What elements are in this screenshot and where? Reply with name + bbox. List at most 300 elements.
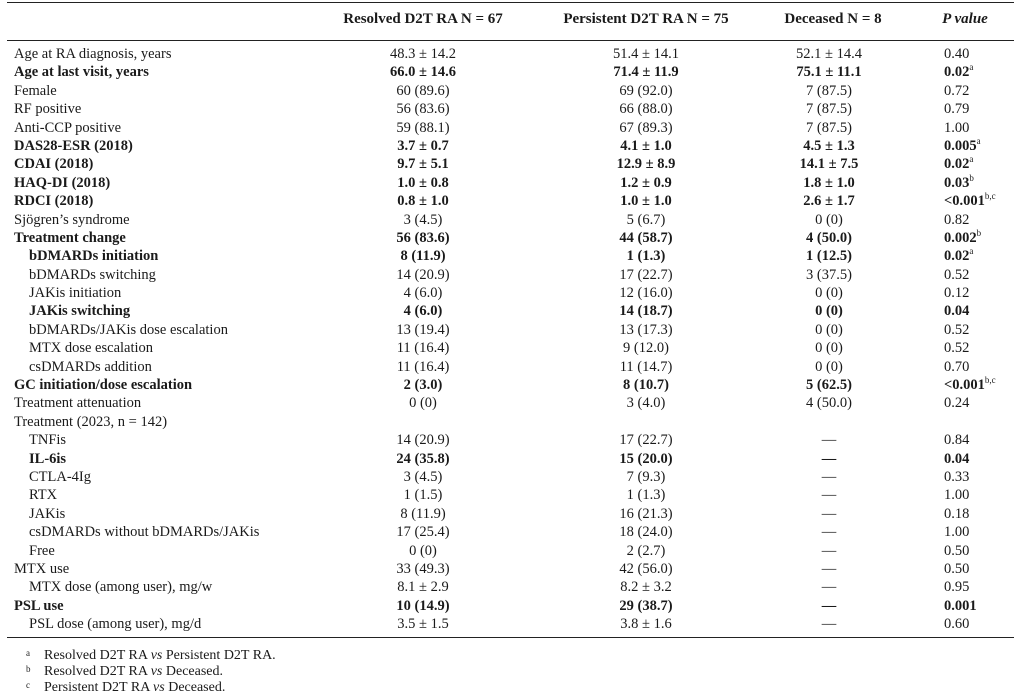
table-row — [0, 266, 1021, 284]
value-resolved-text: 2 (3.0) — [403, 377, 443, 394]
row-label — [29, 302, 130, 320]
row-label-text: RDCI (2018) — [14, 193, 94, 210]
value-p-text: 0.70 — [944, 358, 970, 375]
row-label-text: bDMARDs/JAKis dose escalation — [29, 321, 228, 338]
value-p-text: 0.03 — [944, 174, 970, 191]
value-persistent — [619, 321, 672, 339]
footnote-group-a: Resolved D2T RA — [44, 664, 148, 679]
row-label-text: bDMARDs switching — [29, 266, 156, 283]
header-deceased: Deceased N = 8 — [784, 11, 882, 27]
value-resolved — [397, 578, 448, 596]
value-deceased-text: — — [821, 450, 837, 467]
value-persistent-text: 71.4 ± 11.9 — [613, 64, 679, 81]
value-persistent — [620, 192, 671, 210]
value-p — [944, 63, 973, 81]
row-label — [14, 413, 167, 431]
value-resolved — [396, 431, 449, 449]
value-deceased-text: 3 (37.5) — [806, 266, 852, 283]
value-resolved-text: 3 (4.5) — [403, 211, 443, 228]
value-deceased-text: 0 (0) — [815, 321, 843, 338]
table-body — [0, 45, 1021, 634]
row-label — [29, 431, 66, 449]
value-resolved — [396, 119, 449, 137]
row-label — [29, 450, 66, 468]
value-p — [944, 119, 969, 137]
row-label-text: PSL dose (among user), mg/d — [29, 616, 202, 633]
value-p — [944, 229, 981, 247]
value-deceased-text: — — [821, 597, 837, 614]
table-row — [0, 413, 1021, 431]
value-deceased-text: 2.6 ± 1.7 — [803, 193, 855, 210]
value-deceased-text: 1 (12.5) — [806, 248, 852, 265]
value-persistent-text: 3 (4.0) — [626, 395, 666, 412]
value-persistent-text: 17 (22.7) — [619, 266, 673, 283]
value-persistent — [627, 211, 666, 229]
value-persistent — [623, 339, 669, 357]
table-row — [0, 376, 1021, 394]
value-persistent — [627, 486, 666, 504]
value-p — [944, 155, 973, 173]
value-persistent — [620, 174, 671, 192]
table-row — [0, 486, 1021, 504]
table-row — [0, 284, 1021, 302]
row-label-text: JAKis — [29, 505, 66, 522]
row-label — [14, 45, 171, 63]
value-persistent — [627, 542, 666, 560]
value-p — [944, 302, 969, 320]
footnote-marker: a — [969, 62, 974, 73]
value-p — [944, 211, 969, 229]
value-p-text: 0.95 — [944, 579, 970, 596]
value-resolved-text: 11 (16.4) — [396, 340, 450, 357]
value-resolved-text: 59 (88.1) — [396, 119, 450, 136]
row-label — [14, 137, 133, 155]
value-p — [944, 615, 969, 633]
row-label-text: bDMARDs initiation — [29, 248, 159, 265]
value-resolved-text: 60 (89.6) — [396, 82, 450, 99]
value-deceased — [815, 358, 843, 376]
value-persistent-text: 9 (12.0) — [623, 340, 669, 357]
table-row — [0, 358, 1021, 376]
value-p — [944, 45, 969, 63]
value-persistent-text: 1 (1.3) — [626, 487, 666, 504]
value-resolved-text: 8 (11.9) — [400, 248, 446, 265]
value-p-text: 0.005 — [944, 137, 977, 154]
value-deceased-text: — — [821, 468, 837, 485]
value-resolved-text: 14 (20.9) — [396, 266, 450, 283]
value-p — [944, 376, 996, 394]
value-persistent — [619, 100, 672, 118]
value-resolved — [396, 100, 449, 118]
value-p-text: 0.52 — [944, 266, 970, 283]
value-resolved — [396, 321, 449, 339]
row-label — [29, 505, 65, 523]
value-resolved-text: 14 (20.9) — [396, 432, 450, 449]
value-resolved — [397, 155, 448, 173]
value-p — [944, 560, 969, 578]
row-label — [14, 211, 130, 229]
value-persistent — [619, 266, 672, 284]
value-p — [944, 174, 974, 192]
value-deceased-text: 0 (0) — [815, 285, 843, 302]
value-p — [944, 339, 969, 357]
row-label-text: GC initiation/dose escalation — [14, 377, 193, 394]
value-deceased-text: 0 (0) — [815, 358, 843, 375]
value-resolved-text: 0.8 ± 1.0 — [397, 193, 449, 210]
footnote-mark: a — [26, 648, 30, 658]
value-deceased — [822, 597, 837, 615]
value-resolved-text: 0 (0) — [409, 542, 437, 559]
row-label-text: Free — [29, 542, 55, 559]
value-resolved-text: 4 (6.0) — [403, 285, 443, 302]
value-deceased — [822, 468, 837, 486]
table-row — [0, 542, 1021, 560]
row-label — [14, 192, 93, 210]
value-deceased — [806, 82, 852, 100]
footnote-vs: vs — [153, 680, 165, 695]
value-deceased-text: 7 (87.5) — [806, 101, 852, 118]
value-resolved — [404, 468, 443, 486]
value-deceased — [803, 137, 854, 155]
table-row — [0, 450, 1021, 468]
value-persistent-text: 18 (24.0) — [619, 524, 673, 541]
value-persistent-text: 3.8 ± 1.6 — [620, 616, 672, 633]
value-p-text: 0.001 — [944, 597, 977, 614]
row-label-text: TNFis — [29, 432, 67, 449]
value-persistent-text: 4.1 ± 1.0 — [620, 137, 672, 154]
table-row — [0, 155, 1021, 173]
value-persistent-text: 1 (1.3) — [626, 248, 666, 265]
table-row — [0, 394, 1021, 412]
table-row — [0, 615, 1021, 633]
row-label-text: Age at RA diagnosis, years — [14, 46, 172, 62]
value-p-text: 0.50 — [944, 560, 970, 577]
table-row — [0, 523, 1021, 541]
row-label-text: Sjögren’s syndrome — [14, 211, 130, 228]
value-p-text: 0.33 — [944, 468, 970, 485]
row-label-text: JAKis initiation — [29, 285, 122, 302]
value-persistent-text: 2 (2.7) — [626, 542, 666, 559]
value-resolved-text: 56 (83.6) — [396, 101, 450, 118]
value-deceased — [822, 578, 837, 596]
value-deceased — [796, 63, 861, 81]
value-persistent — [619, 229, 672, 247]
header-persistent: Persistent D2T RA N = 75 — [563, 11, 729, 27]
value-p — [944, 82, 969, 100]
value-p-text: 0.60 — [944, 616, 970, 633]
value-resolved — [409, 542, 437, 560]
value-p — [944, 597, 977, 615]
value-p — [944, 284, 969, 302]
row-label — [14, 63, 149, 81]
value-deceased — [803, 174, 854, 192]
value-deceased-text: 1.8 ± 1.0 — [803, 174, 855, 191]
value-p-text: 0.82 — [944, 211, 970, 228]
row-label — [14, 376, 192, 394]
row-label — [14, 174, 110, 192]
value-persistent-text: 66 (88.0) — [619, 101, 673, 118]
value-deceased — [815, 302, 843, 320]
table-row — [0, 247, 1021, 265]
row-label-text: csDMARDs without bDMARDs/JAKis — [29, 524, 260, 541]
value-p-text: 0.02 — [944, 64, 970, 81]
row-label — [29, 523, 259, 541]
value-deceased-text: — — [821, 616, 837, 633]
value-resolved-text: 9.7 ± 5.1 — [397, 156, 449, 173]
value-persistent-text: 8.2 ± 3.2 — [620, 579, 672, 596]
row-label — [29, 486, 57, 504]
row-label-text: Treatment attenuation — [14, 395, 142, 412]
table-row — [0, 45, 1021, 63]
value-resolved — [396, 560, 449, 578]
row-label-text: IL-6is — [29, 450, 67, 467]
row-label-text: DAS28-ESR (2018) — [14, 137, 133, 154]
value-persistent — [623, 376, 669, 394]
footnote-group-b: Persistent D2T RA. — [165, 648, 276, 663]
value-persistent — [619, 284, 672, 302]
value-deceased — [815, 284, 843, 302]
row-label — [14, 229, 126, 247]
value-resolved — [404, 302, 443, 320]
value-resolved-text: 10 (14.9) — [396, 597, 450, 614]
footnote-group-a: Persistent D2T RA — [44, 680, 150, 695]
value-deceased-text: — — [821, 505, 837, 522]
header-p-value: P value — [942, 11, 988, 27]
row-label-text: Treatment (2023, n = 142) — [14, 413, 168, 430]
value-resolved-text: 4 (6.0) — [403, 303, 443, 320]
value-resolved-text: 13 (19.4) — [396, 321, 450, 338]
value-deceased-text: 52.1 ± 14.4 — [796, 46, 862, 62]
row-label-text: csDMARDs addition — [29, 358, 152, 375]
value-deceased-text: 4.5 ± 1.3 — [803, 137, 855, 154]
footnote-mark: c — [26, 680, 30, 690]
value-p — [944, 542, 969, 560]
footnote-marker: a — [969, 246, 974, 257]
row-label-text: JAKis switching — [29, 303, 131, 320]
row-label — [29, 266, 156, 284]
value-persistent — [627, 247, 666, 265]
value-deceased-text: 7 (87.5) — [806, 82, 852, 99]
value-resolved — [400, 247, 445, 265]
value-p — [944, 578, 969, 596]
value-resolved — [404, 376, 443, 394]
footnote-marker: b,c — [984, 191, 996, 202]
table-row — [0, 174, 1021, 192]
value-resolved-text: 3.5 ± 1.5 — [397, 616, 449, 633]
row-label — [14, 100, 81, 118]
value-persistent-text: 12 (16.0) — [619, 285, 673, 302]
value-persistent-text: 8 (10.7) — [623, 377, 669, 394]
value-resolved-text: 1 (1.5) — [403, 487, 443, 504]
value-deceased — [815, 211, 843, 229]
value-p-text: 0.002 — [944, 229, 977, 246]
row-label-text: MTX dose escalation — [29, 340, 154, 357]
row-label — [29, 578, 212, 596]
value-resolved — [397, 358, 450, 376]
footnote-text — [44, 664, 223, 680]
value-persistent — [620, 137, 671, 155]
value-p — [944, 468, 969, 486]
value-p — [944, 247, 973, 265]
row-label-text: RF positive — [14, 101, 82, 118]
footnote-marker: a — [976, 135, 981, 146]
value-resolved — [397, 339, 450, 357]
value-persistent-text: 14 (18.7) — [619, 303, 673, 320]
value-deceased-text: 5 (62.5) — [806, 377, 852, 394]
table-row — [0, 211, 1021, 229]
value-deceased-text: 7 (87.5) — [806, 119, 852, 136]
value-p — [944, 192, 996, 210]
row-label — [29, 468, 91, 486]
value-p — [944, 394, 969, 412]
value-persistent — [627, 394, 666, 412]
row-label — [14, 597, 64, 615]
value-resolved — [404, 486, 443, 504]
footnote-group-b: Deceased. — [168, 680, 226, 695]
value-resolved-text: 17 (25.4) — [396, 524, 450, 541]
row-label-text: Treatment change — [14, 229, 126, 246]
value-persistent-text: 29 (38.7) — [619, 597, 673, 614]
value-resolved — [397, 192, 448, 210]
value-p-text: 0.04 — [944, 450, 970, 467]
table-row — [0, 560, 1021, 578]
value-persistent-text: 7 (9.3) — [626, 468, 666, 485]
value-resolved-text: 3 (4.5) — [403, 468, 443, 485]
row-label-text: HAQ-DI (2018) — [14, 174, 111, 191]
row-label-text: MTX use — [14, 560, 70, 577]
value-deceased-text: — — [821, 487, 837, 504]
value-p-text: <0.001 — [944, 377, 985, 394]
table-row — [0, 63, 1021, 81]
value-persistent — [619, 302, 672, 320]
value-resolved — [396, 229, 449, 247]
value-p — [944, 450, 969, 468]
value-deceased-text: — — [821, 542, 837, 559]
value-p-text: 0.72 — [944, 82, 970, 99]
value-persistent-text: 16 (21.3) — [619, 505, 673, 522]
value-p — [944, 100, 969, 118]
table-row — [0, 229, 1021, 247]
row-label — [29, 339, 153, 357]
row-label-text: RTX — [29, 487, 58, 504]
value-deceased — [806, 119, 852, 137]
value-p-text: 0.52 — [944, 321, 970, 338]
value-resolved-text: 3.7 ± 0.7 — [397, 137, 449, 154]
value-deceased — [822, 431, 837, 449]
table-row — [0, 505, 1021, 523]
value-deceased — [796, 45, 862, 63]
value-deceased — [806, 100, 852, 118]
table-row — [0, 597, 1021, 615]
value-deceased — [800, 155, 859, 173]
footnote-marker: b,c — [984, 375, 996, 386]
value-deceased — [806, 376, 852, 394]
value-p-text: 0.79 — [944, 101, 970, 118]
value-persistent — [619, 523, 672, 541]
row-label — [14, 155, 93, 173]
footnote-marker: b — [969, 172, 974, 183]
value-resolved — [396, 82, 449, 100]
row-label-text: PSL use — [14, 597, 64, 614]
value-deceased — [822, 523, 837, 541]
row-label — [29, 615, 201, 633]
value-persistent — [613, 45, 679, 63]
value-p-text: 0.02 — [944, 248, 970, 265]
value-resolved — [396, 597, 449, 615]
value-persistent — [619, 597, 672, 615]
footnote-group-a: Resolved D2T RA — [44, 648, 148, 663]
row-label — [14, 82, 57, 100]
table-row — [0, 82, 1021, 100]
row-label-text: MTX dose (among user), mg/w — [29, 579, 213, 596]
value-persistent — [619, 560, 672, 578]
value-resolved-text: 56 (83.6) — [396, 229, 450, 246]
row-label — [14, 560, 69, 578]
value-deceased — [822, 450, 837, 468]
value-p-text: 0.52 — [944, 340, 970, 357]
value-deceased-text: 0 (0) — [815, 340, 843, 357]
row-label — [29, 321, 228, 339]
value-persistent-text: 12.9 ± 8.9 — [616, 156, 676, 173]
value-resolved — [390, 45, 456, 63]
row-label-text: Female — [14, 82, 57, 99]
value-resolved — [397, 174, 448, 192]
value-resolved-text: 0 (0) — [409, 395, 437, 412]
value-p-text: 1.00 — [944, 524, 970, 541]
row-label-text: CDAI (2018) — [14, 156, 94, 173]
value-resolved-text: 8 (11.9) — [400, 505, 446, 522]
value-resolved — [400, 505, 445, 523]
value-p — [944, 505, 969, 523]
value-persistent-text: 17 (22.7) — [619, 432, 673, 449]
value-deceased — [815, 321, 843, 339]
value-deceased-text: 14.1 ± 7.5 — [799, 156, 859, 173]
value-deceased — [806, 394, 852, 412]
value-resolved — [404, 284, 443, 302]
value-deceased-text: 75.1 ± 11.1 — [796, 64, 862, 81]
value-deceased — [822, 542, 837, 560]
value-resolved — [396, 450, 449, 468]
value-p — [944, 486, 969, 504]
value-p-text: 0.18 — [944, 505, 970, 522]
value-resolved-text: 11 (16.4) — [396, 358, 450, 375]
table-bottom-rule — [7, 637, 1014, 638]
value-deceased-text: — — [821, 560, 837, 577]
value-p-text: 0.02 — [944, 156, 970, 173]
footnote-text — [44, 648, 276, 664]
value-persistent — [620, 578, 671, 596]
footnote-vs: vs — [150, 664, 163, 679]
footnote-vs: vs — [150, 648, 163, 663]
table-header-rule — [7, 40, 1014, 41]
value-p-text: 0.04 — [944, 303, 970, 320]
row-label — [14, 119, 121, 137]
value-deceased — [806, 266, 852, 284]
value-p — [944, 321, 969, 339]
value-deceased — [822, 560, 837, 578]
table-row — [0, 339, 1021, 357]
row-label — [29, 284, 121, 302]
value-persistent-text: 13 (17.3) — [619, 321, 673, 338]
value-resolved-text: 1.0 ± 0.8 — [397, 174, 449, 191]
value-deceased — [803, 192, 854, 210]
value-resolved — [397, 137, 448, 155]
value-deceased-text: 0 (0) — [815, 303, 843, 320]
value-persistent-text: 1.0 ± 1.0 — [620, 193, 672, 210]
table-row — [0, 468, 1021, 486]
table-top-rule — [7, 2, 1014, 3]
value-persistent-text: 44 (58.7) — [619, 229, 673, 246]
